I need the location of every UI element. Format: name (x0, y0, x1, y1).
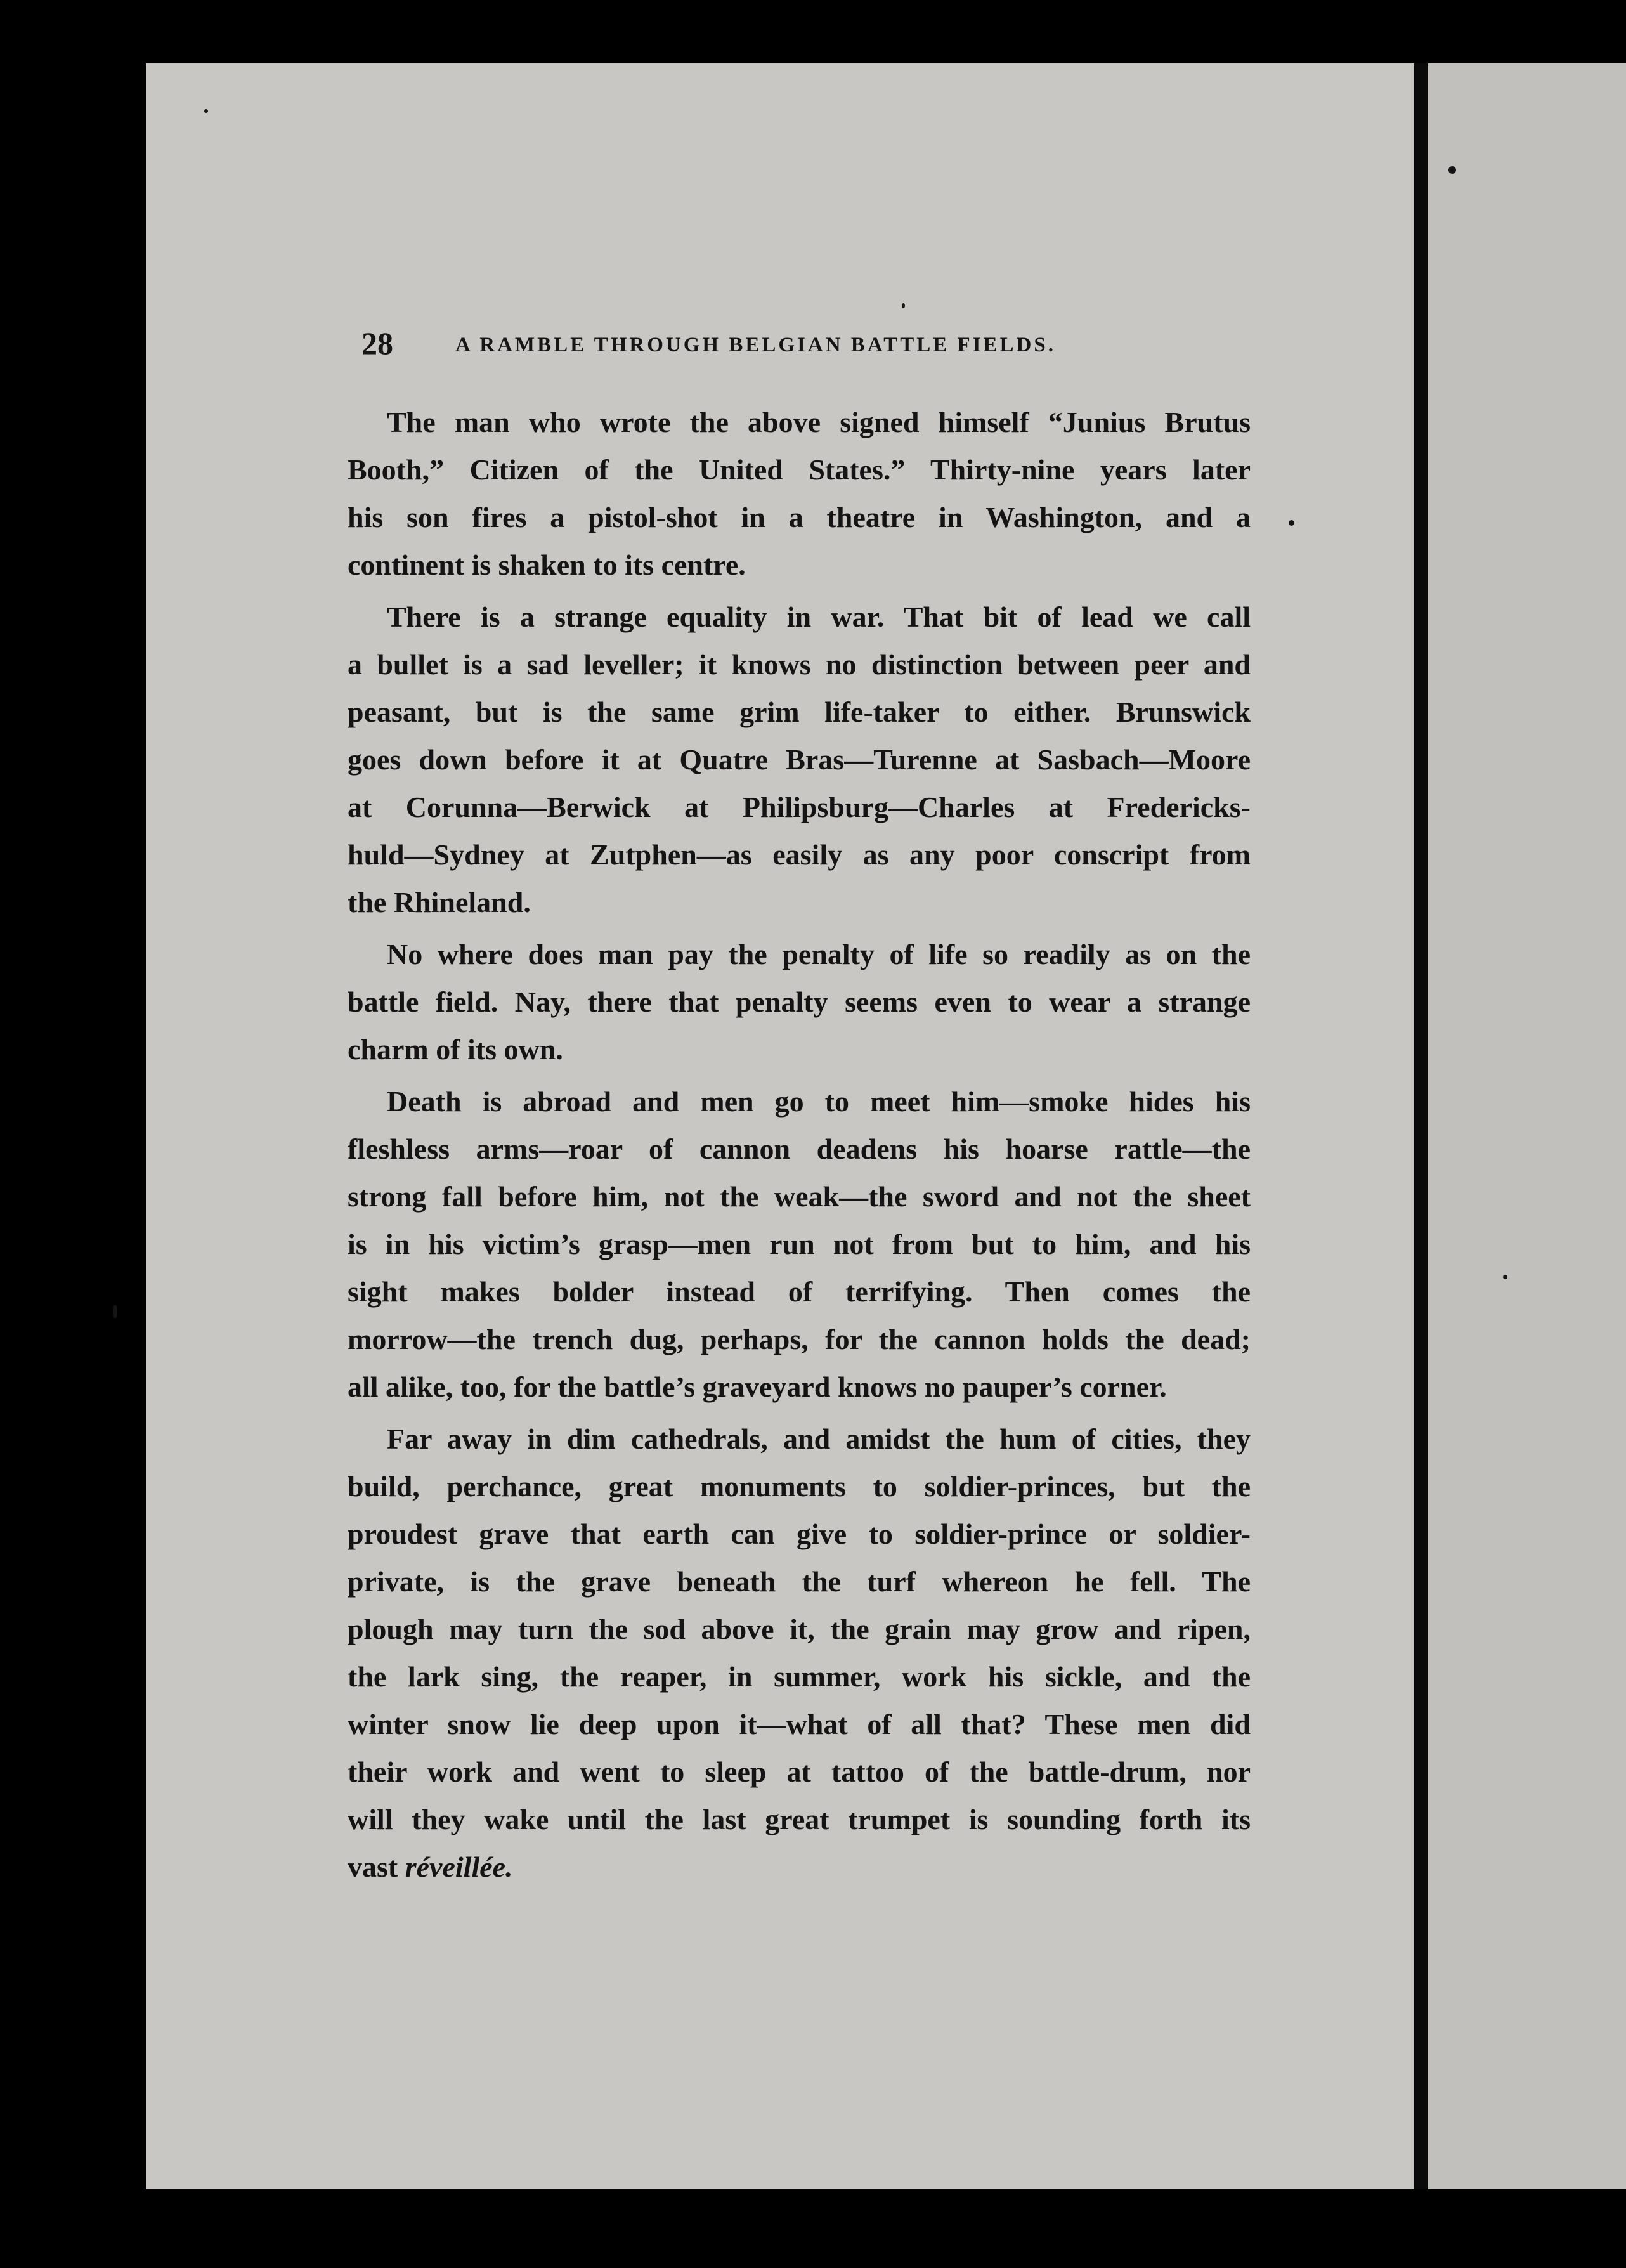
text-line: at Corunna—Berwick at Philipsburg—Charles at Fredericks- (348, 791, 1251, 823)
text-line: all alike, too, for the battle’s graveyard knows no pauper’s corner. (348, 1371, 1167, 1403)
text-line: The man who wrote the above signed himself “Junius Brutus (387, 406, 1251, 438)
paragraph (348, 398, 1251, 589)
paragraph (348, 1415, 1251, 1891)
text-line: goes down before it at Quatre Bras—Turenne at Sasbach—Moore (348, 743, 1251, 776)
scan-speck (1503, 1275, 1507, 1279)
scan-speck (1289, 520, 1294, 526)
text-line-final (348, 1843, 1251, 1891)
scan-speck (113, 1305, 117, 1318)
final-plain-text: vast (348, 1851, 405, 1883)
text-line: continent is shaken to its centre. (348, 549, 746, 581)
text-line: the Rhineland. (348, 886, 531, 918)
text-line: Booth,” Citizen of the United States.” Thirty-nine years later (348, 453, 1251, 486)
text-line: battle field. Nay, there that penalty seems even to wear a strange (348, 986, 1251, 1018)
page-number: 28 (361, 325, 393, 361)
text-line: sight makes bolder instead of terrifying. Then comes the (348, 1275, 1251, 1308)
text-line: charm of its own. (348, 1033, 563, 1066)
text-line: strong fall before him, not the weak—the sword and not the sheet (348, 1180, 1251, 1213)
text-line: a bullet is a sad leveller; it knows no distinction between peer and (348, 648, 1251, 681)
text-line: huld—Sydney at Zutphen—as easily as any poor conscript from (348, 838, 1251, 871)
body-text (348, 398, 1251, 1895)
page-gutter (1414, 63, 1428, 2189)
final-italic-word: réveillée. (405, 1851, 513, 1883)
text-line: No where does man pay the penalty of life so readily as on the (387, 938, 1251, 970)
text-line: fleshless arms—roar of cannon deadens his hoarse rattle—the (348, 1133, 1251, 1165)
text-line: There is a strange equality in war. That bit of lead we call (387, 601, 1251, 633)
paragraph (348, 930, 1251, 1073)
text-line: proudest grave that earth can give to soldier-prince or soldier- (348, 1518, 1251, 1550)
scan-speck (1448, 166, 1456, 174)
facing-page-edge (1428, 63, 1626, 2189)
text-line: build, perchance, great monuments to soldier-princes, but the (348, 1470, 1251, 1502)
text-line: Far away in dim cathedrals, and amidst the hum of cities, they (387, 1423, 1251, 1455)
paragraph (348, 593, 1251, 926)
text-line: peasant, but is the same grim life-taker to either. Brunswick (348, 696, 1251, 728)
running-header (361, 325, 1262, 363)
paragraph (348, 1078, 1251, 1411)
text-line: their work and went to sleep at tattoo of the battle-drum, nor (348, 1756, 1251, 1788)
text-line: winter snow lie deep upon it—what of all that? These men did (348, 1708, 1251, 1740)
text-line: private, is the grave beneath the turf whereon he fell. The (348, 1565, 1251, 1598)
scan-speck (902, 303, 905, 308)
text-line: is in his victim’s grasp—men run not from but to him, and his (348, 1228, 1251, 1260)
text-line: his son fires a pistol-shot in a theatre in Washington, and a (348, 501, 1251, 533)
scan-speck (204, 109, 208, 113)
text-line: the lark sing, the reaper, in summer, work his sickle, and the (348, 1660, 1251, 1693)
text-line: Death is abroad and men go to meet him—smoke hides his (387, 1085, 1251, 1118)
text-line: plough may turn the sod above it, the grain may grow and ripen, (348, 1613, 1251, 1645)
running-title: A RAMBLE THROUGH BELGIAN BATTLE FIELDS. (455, 334, 1056, 356)
text-line: morrow—the trench dug, perhaps, for the cannon holds the dead; (348, 1323, 1251, 1355)
text-line: will they wake until the last great trumpet is sounding forth its (348, 1803, 1251, 1835)
